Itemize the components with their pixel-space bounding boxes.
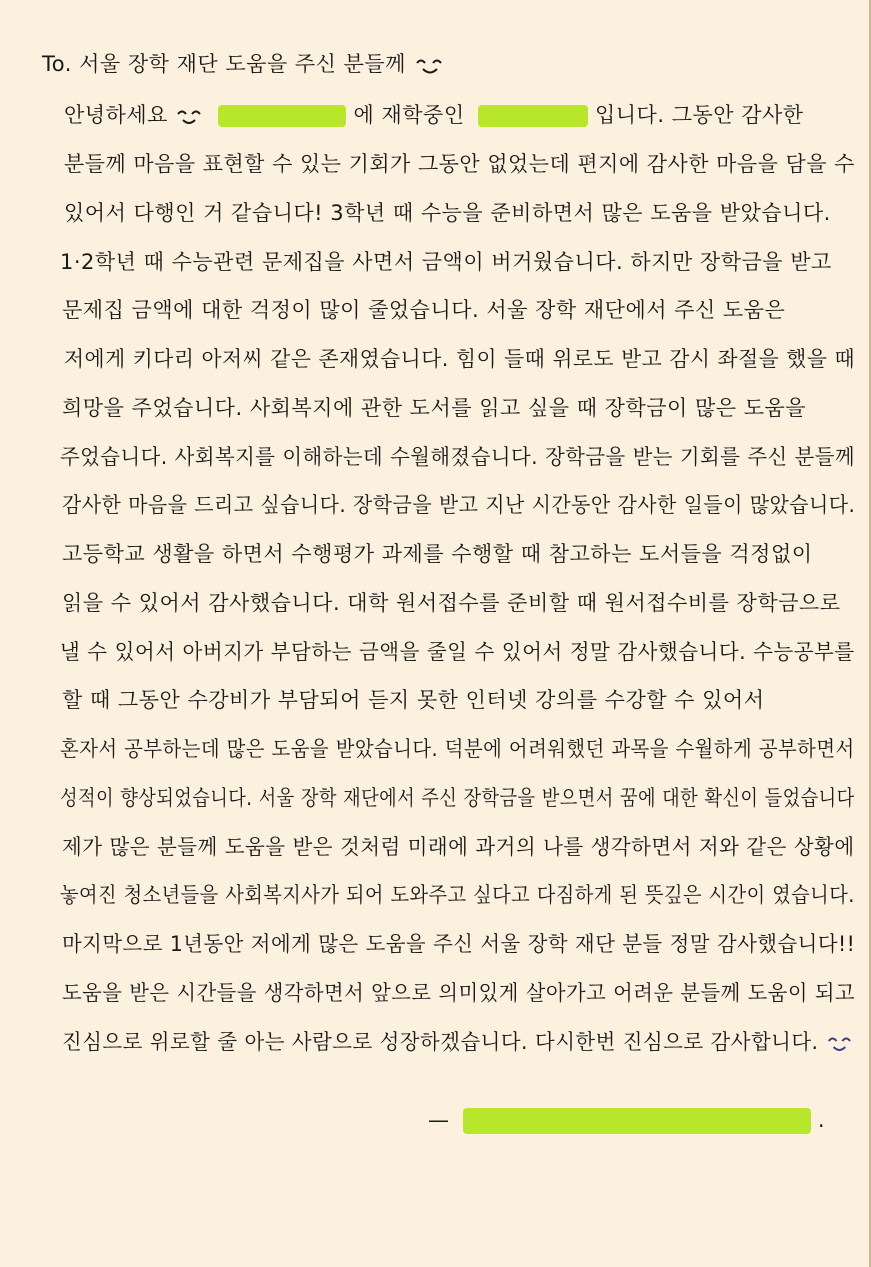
letter-line: [62, 489, 855, 519]
smile-icon: [175, 105, 205, 127]
letter-text: 1·2학년 때 수능관련 문제집을 사면서 금액이 버거웠습니다. 하지만 장학금을 받고: [60, 250, 832, 274]
letter-text: 입니다. 그동안 감사한: [594, 103, 804, 127]
letter-text: 낼 수 있어서 아버지가 부담하는 금액을 줄일 수 있어서 정말 감사했습니다. 수능공부를: [60, 640, 855, 664]
letter-text: 희망을 주었습니다. 사회복지에 관한 도서를 읽고 싶을 때 장학금이 많은 도움을: [62, 396, 807, 420]
redacted-signature: [463, 1108, 811, 1134]
letter-line: [60, 879, 855, 909]
letter-line: [62, 587, 840, 617]
letter-line: [60, 733, 855, 763]
letter-text: 읽을 수 있어서 감사했습니다. 대학 원서접수를 준비할 때 원서접수비를 장학금으로: [62, 591, 841, 615]
greeting-text: To. 서울 장학 재단 도움을 주신 분들께: [42, 52, 406, 76]
letter-text: 감사한 마음을 드리고 싶습니다. 장학금을 받고 지난 시간동안 감사한 일들이 많았습니다.: [62, 493, 856, 517]
letter-line-1: [64, 99, 804, 129]
letter-text: 놓여진 청소년들을 사회복지사가 되어 도와주고 싶다고 다짐하게 된 뜻깊은 시간이 였습니다.: [60, 883, 855, 907]
signature-dot: .: [817, 1108, 826, 1132]
letter-text: 분들께 마음을 표현할 수 있는 기회가 그동안 없었는데 편지에 감사한 마음을 담을 수: [64, 152, 855, 176]
redacted-name: [478, 105, 588, 127]
letter-greeting: [42, 48, 449, 78]
letter-text: 주었습니다. 사회복지를 이해하는데 수월해졌습니다. 장학금을 받는 기회를 주신 분들께: [60, 445, 856, 469]
letter-line-last: [62, 1026, 855, 1056]
letter-line: [64, 148, 855, 178]
letter-line: [62, 538, 813, 568]
letter-text: 고등학교 생활을 하면서 수행평가 과제를 수행할 때 참고하는 도서들을 걱정없이: [62, 542, 813, 566]
letter-line: [62, 684, 765, 714]
letter-text: 할 때 그동안 수강비가 부담되어 듣지 못한 인터넷 강의를 수강할 수 있어서: [62, 688, 765, 712]
letter-text: 제가 많은 분들께 도움을 받은 것처럼 미래에 과거의 나를 생각하면서 저와 같은 상황에: [62, 835, 855, 859]
letter-line: [60, 782, 855, 812]
letter-line: [64, 343, 855, 373]
letter-line: [60, 246, 832, 276]
letter-text: 도움을 받은 시간들을 생각하면서 앞으로 의미있게 살아가고 어려운 분들께 도움이 되고: [62, 981, 856, 1005]
letter-line: [62, 977, 855, 1007]
letter-text: 에 재학중인: [353, 103, 465, 127]
letter-text: 문제집 금액에 대한 걱정이 많이 줄었습니다. 서울 장학 재단에서 주신 도움은: [62, 298, 786, 322]
letter-line: [62, 831, 855, 861]
letter-text: 성적이 향상되었습니다. 서울 장학 재단에서 주신 장학금을 받으면서 꿈에 대한 확신이 들었습니다: [60, 786, 855, 810]
letter-text: 마지막으로 1년동안 저에게 많은 도움을 주신 서울 장학 재단 분들 정말 감사했습니다!!: [62, 932, 856, 956]
signature-dash: —: [428, 1108, 450, 1132]
letter-text: 있어서 다행인 거 같습니다! 3학년 때 수능을 준비하면서 많은 도움을 받았습니다.: [64, 201, 831, 225]
signature: [428, 1108, 825, 1134]
letter-line: [60, 636, 855, 666]
letter-text: 혼자서 공부하는데 많은 도움을 받았습니다. 덕분에 어려워했던 과목을 수월하게 공부하면서: [60, 737, 855, 761]
smile-icon: [826, 1032, 855, 1054]
letter-line: [62, 928, 855, 958]
letter-text: 저에게 키다리 아저씨 같은 존재였습니다. 힘이 들때 위로도 받고 감시 좌절을 했을 때: [64, 347, 856, 371]
letter-line: [62, 392, 806, 422]
smile-icon: [413, 53, 449, 77]
letter-line: [60, 441, 855, 471]
letter-text: 안녕하세요: [64, 103, 168, 127]
redacted-school: [218, 105, 346, 127]
letter-text: 진심으로 위로할 줄 아는 사람으로 성장하겠습니다. 다시한번 진심으로 감사합니다.: [62, 1030, 819, 1054]
letter-line: [64, 197, 831, 227]
letter-line: [62, 294, 785, 324]
